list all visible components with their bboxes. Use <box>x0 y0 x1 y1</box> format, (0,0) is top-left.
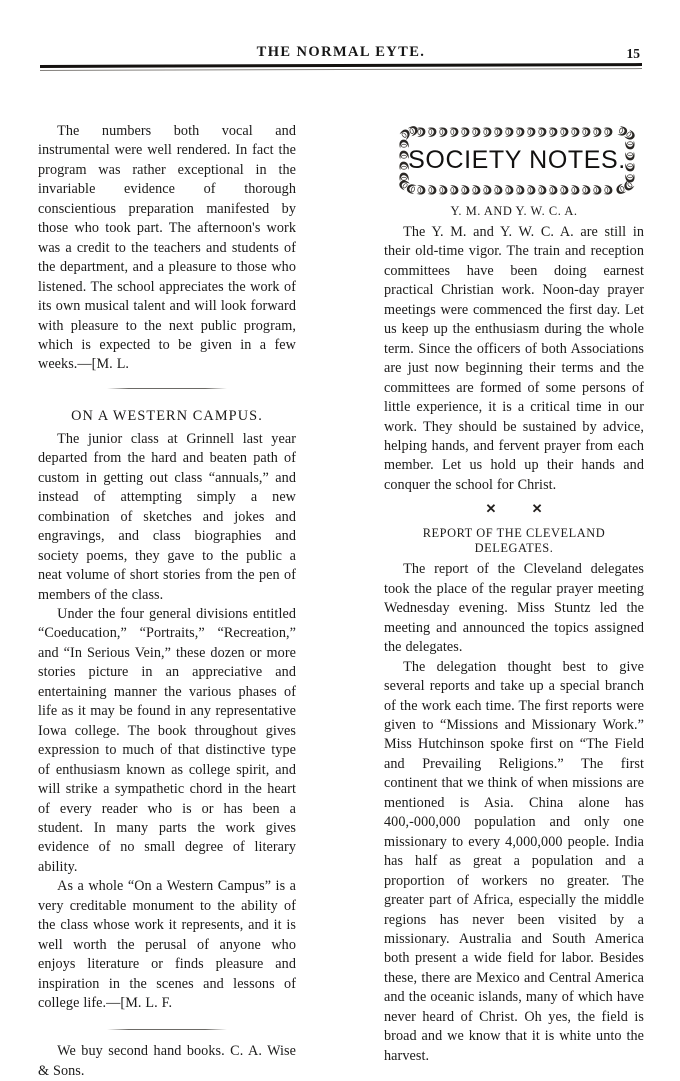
article-paragraph: The report of the Cleveland delegates took the place of the regular prayer meeting Wednesday evening. Miss Stuntz led the meeting and announced the topics assigned the delegates. <box>384 561 644 656</box>
article-paragraph: As a whole “On a Western Campus” is a very creditable monument to the ability of the class whose work it represents, and it is well worth the perusal of anyone who enjoys literature or finds pleasure and inspiration in the scenes and lessons of college life.—[M. L. F. <box>38 878 296 1012</box>
section-divider <box>107 388 227 389</box>
advertisement-text: We buy second hand books. C. A. Wise & Sons. <box>38 1043 296 1079</box>
article-paragraph: The junior class at Grinnell last year departed from the hard and beaten path of custom in getting out class “annuals,” and instead of attempting simply a new combination of sketches and jokes and engravings, and class biographies and society poems, they gave to the public a neat volume of short stories from the pen of members of the class. <box>38 430 296 603</box>
society-notes-header-box <box>386 124 648 198</box>
publication-title: THE NORMAL EYTE. <box>256 44 426 60</box>
society-notes-title: SOCIETY NOTES. <box>408 145 626 174</box>
rule-thin <box>40 68 642 71</box>
star-ornament-divider: ✕ ✕ <box>485 501 559 517</box>
sub-heading-ymca: Y. M. AND Y. W. C. A. <box>450 204 578 218</box>
page-number: 15 <box>626 46 640 61</box>
rule-thick <box>40 63 642 67</box>
article-paragraph: The numbers both vocal and instrumental were well rendered. In fact the program was rather exceptional in the invariable evidence of thorough conscientious preparation manifested by those who took part. The afternoon's work was a credit to the teachers and students of the department, and a pleasure to those who listened. The school appreciates the work of its own musical talent and will look forward with pleasure to the next public program, which is expected to be given in a few weeks.—[M. L. <box>38 123 296 373</box>
left-column <box>38 122 310 1081</box>
masthead <box>42 44 640 82</box>
section-heading-western-campus: ON A WESTERN CAMPUS. <box>71 407 263 424</box>
masthead-double-rule <box>40 63 642 71</box>
scanned-newspaper-page <box>0 44 680 1079</box>
article-paragraph: The delegation thought best to give several reports and take up a special branch of the work each time. The first reports were given to “Missions and Missionary Work.” Miss Hutchinson spoke first on “The Field and Prevailing Religions.” The first continent that we think of when missions are mentioned is Asia. China alone has 400,-000,000 population and only one missionary to every 4,000,000 people. India has half as great a population and a proportion of workers no greater. The greater part of Africa, especially the middle regions has never been visited by a missionary. Australia and South America both present a wide field for labor. Besides these, there are Mexico and Central America and the oceanic islands, many of which have never heard of Christ. Oh yes, the field is broad and we know that it is white unto the harvest. <box>384 658 644 1064</box>
advertisement-divider <box>107 1029 227 1030</box>
two-column-layout <box>0 122 680 1081</box>
article-paragraph: The Y. M. and Y. W. C. A. are still in their old-time vigor. The train and reception committees have been doing earnest practical Christian work. Noon-day prayer meetings were commenced the first day. Let us keep up the enthusiasm during the whole term. Since the officers of both Associations are just now beginning their terms and the committees are formed of some persons of little experience, it is a critical time in our work. They should be sustained by advice, helping hands, and fervent prayer from each member. Let us hold up their hands and conquer the school for Christ. <box>384 224 644 493</box>
sub-heading-cleveland-delegates: REPORT OF THE CLEVELAND DELEGATES. <box>422 526 606 556</box>
article-paragraph: Under the four general divisions entitled “Coeducation,” “Portraits,” “Recreation,” and “In Serious Vein,” these dozen or more stories picture in an appreciative and entertaining manner the various phases of life as it may be found in any representative Iowa college. The book throughout gives expression to much of that distinctive type of enthusiasm known as college spirit, and will strike a sympathetic chord in the heart of every reader who is or has been a student. In many parts the work gives evidence of no small degree of literary ability. <box>38 605 296 875</box>
right-column <box>372 122 644 1081</box>
